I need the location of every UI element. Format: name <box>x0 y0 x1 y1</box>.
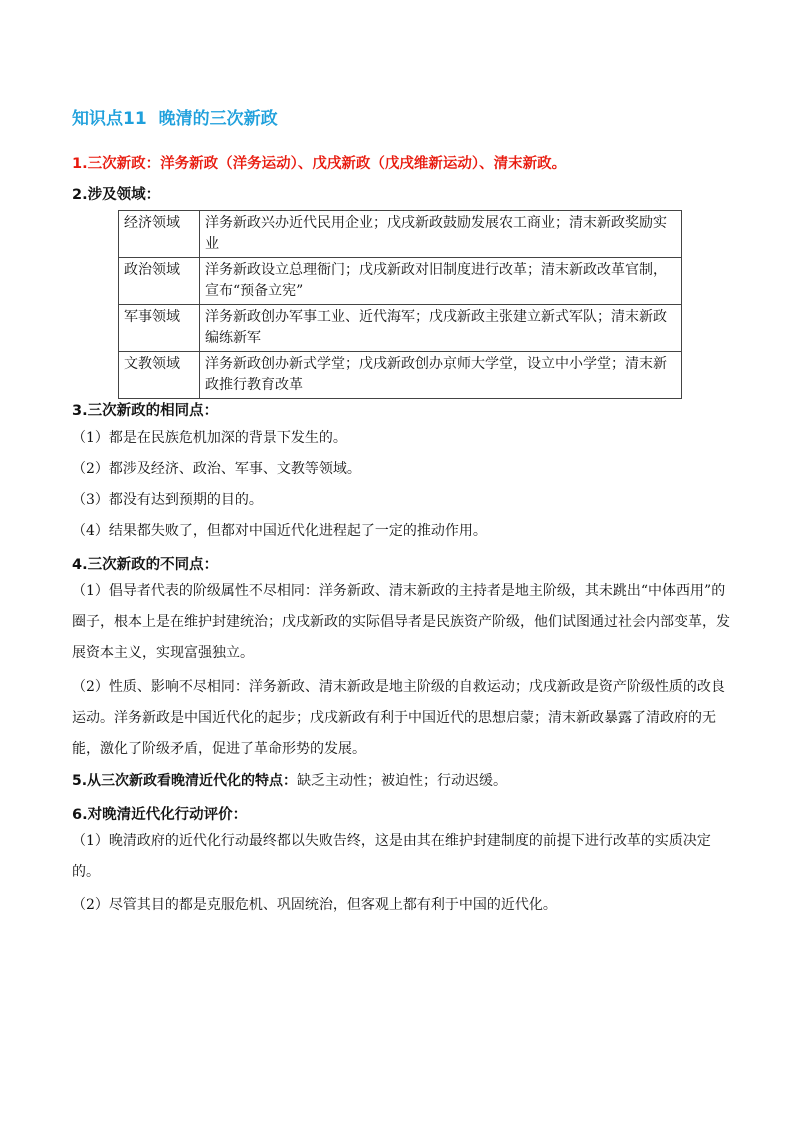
point-3-heading: 3.三次新政的相同点： <box>72 403 219 419</box>
list-item: （1）都是在民族危机加深的背景下发生的。 <box>72 430 347 446</box>
list-item: （2）性质、影响不尽相同：洋务新政、清末新政是地主阶级的自救运动；戊戌新政是资产阶级性质的改良运动。洋务新政是中国近代化的起步；戊戌新政有利于中国近代的思想启蒙；清末新政暴露了清政府的无能，激化了阶级矛盾，促进了革命形势的发展。 <box>72 679 725 757</box>
field-name: 经济领域 <box>119 211 200 258</box>
field-desc: 洋务新政设立总理衙门；戊戌新政对旧制度进行改革；清末新政改革官制，宣布“预备立宪” <box>200 258 682 305</box>
field-name: 军事领域 <box>119 305 200 352</box>
point-5 <box>72 766 732 797</box>
list-item: （1）晚清政府的近代化行动最终都以失败告终，这是由其在维护封建制度的前提下进行改革的实质决定的。 <box>72 833 711 880</box>
field-name: 文教领域 <box>119 352 200 399</box>
point-6-heading: 6.对晚清近代化行动评价： <box>72 807 248 823</box>
list-item: （2）尽管其目的都是克服危机、巩固统治，但客观上都有利于中国的近代化。 <box>72 897 557 913</box>
list-item: （2）都涉及经济、政治、军事、文教等领域。 <box>72 461 361 477</box>
point-2-heading: 2.涉及领域： <box>72 187 161 203</box>
list-item: （4）结果都失败了，但都对中国近代化进程起了一定的推动作用。 <box>72 523 487 539</box>
table-row <box>119 211 682 258</box>
list-item: （1）倡导者代表的阶级属性不尽相同：洋务新政、清末新政的主持者是地主阶级，其未跳出“中体西用”的圈子，根本上是在维护封建统治；戊戌新政的实际倡导者是民族资产阶级，他们试图通过社会内部变革，发展资本主义，实现富强独立。 <box>72 583 730 661</box>
table-row <box>119 305 682 352</box>
section-title <box>72 104 278 129</box>
point-4-heading: 4.三次新政的不同点： <box>72 557 219 573</box>
title-number: 知识点11 <box>72 109 147 129</box>
point-1-summary: 1.三次新政：洋务新政（洋务运动）、戊戌新政（戊戌维新运动）、清末新政。 <box>72 156 567 172</box>
table-row <box>119 258 682 305</box>
list-item: （3）都没有达到预期的目的。 <box>72 492 263 508</box>
table-row <box>119 352 682 399</box>
point-5-text: 缺乏主动性；被迫性；行动迟缓。 <box>297 773 508 789</box>
point-5-heading: 5.从三次新政看晚清近代化的特点： <box>72 773 298 789</box>
title-text: 晚清的三次新政 <box>158 109 278 129</box>
fields-table <box>118 210 682 399</box>
field-desc: 洋务新政兴办近代民用企业；戊戌新政鼓励发展农工商业；清末新政奖励实业 <box>200 211 682 258</box>
field-desc: 洋务新政创办军事工业、近代海军；戊戌新政主张建立新式军队；清末新政编练新军 <box>200 305 682 352</box>
field-desc: 洋务新政创办新式学堂；戊戌新政创办京师大学堂，设立中小学堂；清末新政推行教育改革 <box>200 352 682 399</box>
field-name: 政治领域 <box>119 258 200 305</box>
